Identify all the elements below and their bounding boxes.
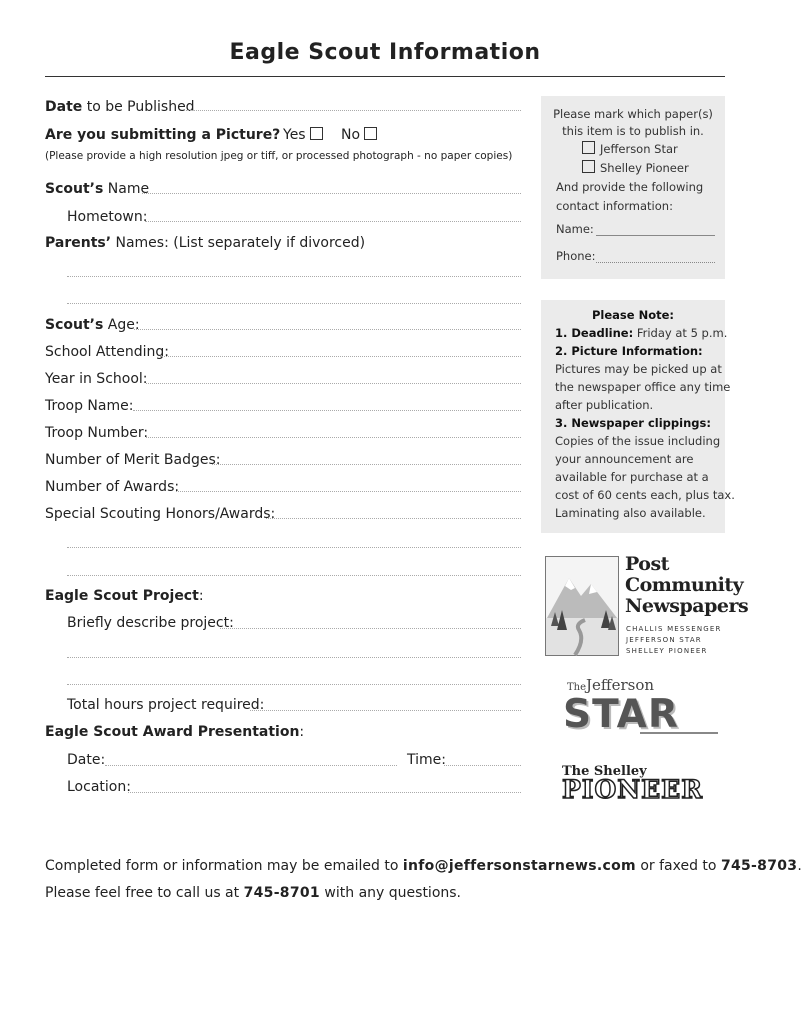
troop-name-field[interactable]: [133, 410, 521, 411]
scout-age-field[interactable]: [134, 329, 521, 330]
merit-label: Number of Merit Badges:: [45, 452, 221, 468]
contact-phone-field[interactable]: [596, 262, 715, 263]
date-published-field[interactable]: [186, 110, 521, 111]
presentation-location-field[interactable]: [128, 792, 521, 793]
note-clippings-5: Laminating also available.: [555, 506, 706, 520]
presentation-time-label: Time:: [407, 752, 446, 768]
date-published-label: Date to be Published: [45, 99, 195, 115]
note-picture-3: after publication.: [555, 398, 654, 412]
special-field-2[interactable]: [67, 547, 521, 548]
jefferson-star-masthead: TheJefferson: [567, 676, 655, 694]
paper-selection-box: [541, 96, 725, 279]
shelley-pioneer-logo: PIONEER: [562, 775, 704, 804]
awards-label: Number of Awards:: [45, 479, 180, 495]
picture-yes-option[interactable]: Yes: [283, 126, 323, 144]
provide-text-1: And provide the following: [556, 180, 704, 194]
note-clippings-1: Copies of the issue including: [555, 434, 721, 448]
scout-age-label: Scout’s Age:: [45, 317, 140, 333]
hours-label: Total hours project required:: [67, 697, 265, 713]
presentation-time-field[interactable]: [444, 765, 521, 766]
note-clippings-4: cost of 60 cents each, plus tax.: [555, 488, 735, 502]
shelley-masthead: The Shelley: [562, 764, 647, 779]
parents-label: Parents’ Names: (List separately if divorced): [45, 235, 366, 251]
presentation-date-label: Date:: [67, 752, 106, 768]
footer-line-2: Please feel free to call us at 745-8701 with any questions.: [45, 885, 462, 901]
describe-label: Briefly describe project:: [67, 615, 234, 631]
post-logo-title: Post Community Newspapers: [625, 553, 749, 617]
mark-text-2: this item is to publish in.: [562, 124, 704, 138]
hours-field[interactable]: [250, 710, 521, 711]
year-field[interactable]: [146, 383, 521, 384]
describe-field-2[interactable]: [67, 657, 521, 658]
no-checkbox[interactable]: [364, 127, 377, 140]
contact-name-label: Name:: [556, 222, 594, 236]
footer-phone[interactable]: 745-8701: [243, 885, 320, 901]
merit-field[interactable]: [212, 464, 521, 465]
note-clippings-heading: 3. Newspaper clippings:: [555, 416, 711, 430]
footer-fax: 745-8703: [720, 858, 798, 874]
note-clippings-2: your announcement are: [555, 452, 694, 466]
contact-name-field[interactable]: [596, 235, 715, 236]
star-swoosh: [640, 732, 718, 734]
scout-name-field[interactable]: [142, 193, 521, 194]
jefferson-star-logo: STAR: [563, 692, 679, 737]
yes-checkbox[interactable]: [310, 127, 323, 140]
parents-field-2[interactable]: [67, 303, 521, 304]
troop-number-field[interactable]: [146, 437, 521, 438]
hometown-label: Hometown:: [67, 209, 148, 225]
project-label: Eagle Scout Project:: [45, 588, 204, 604]
mark-text-1: Please mark which paper(s): [553, 107, 713, 121]
scout-name-label: Scout’s Name: [45, 181, 150, 197]
notes-box: [541, 300, 735, 533]
hometown-field[interactable]: [145, 221, 521, 222]
describe-field-1[interactable]: [220, 628, 521, 629]
school-field[interactable]: [160, 356, 521, 357]
note-picture-heading: 2. Picture Information:: [555, 344, 703, 358]
school-label: School Attending:: [45, 344, 169, 360]
mountain-logo-image: [545, 556, 619, 656]
picture-question: Are you submitting a Picture?: [45, 127, 281, 143]
presentation-date-field[interactable]: [105, 765, 397, 766]
title-rule: [45, 76, 725, 77]
presentation-location-label: Location:: [67, 779, 131, 795]
page-title: Eagle Scout Information: [229, 40, 541, 65]
presentation-label: Eagle Scout Award Presentation:: [45, 724, 305, 740]
year-label: Year in School:: [45, 371, 148, 387]
footer-line-1: Completed form or information may be emailed to info@jeffersonstarnews.com or faxed to 745-8703.: [45, 858, 802, 874]
special-label: Special Scouting Honors/Awards:: [45, 506, 276, 522]
awards-field[interactable]: [176, 491, 521, 492]
describe-field-3[interactable]: [67, 684, 521, 685]
footer-email[interactable]: info@jeffersonstarnews.com: [402, 858, 636, 874]
troop-number-label: Troop Number:: [45, 425, 149, 441]
picture-no-option[interactable]: No: [341, 126, 377, 144]
paper-option-shelley[interactable]: Shelley Pioneer: [582, 159, 689, 178]
special-field-1[interactable]: [266, 518, 521, 519]
notes-heading: Please Note:: [592, 308, 674, 322]
note-deadline: 1. Deadline: Friday at 5 p.m.: [555, 326, 728, 340]
paper-option-jefferson[interactable]: Jefferson Star: [582, 140, 678, 159]
provide-text-2: contact information:: [556, 199, 673, 213]
picture-note: (Please provide a high resolution jpeg or tiff, or processed photograph - no paper copies): [45, 150, 513, 162]
special-field-3[interactable]: [67, 575, 521, 576]
troop-name-label: Troop Name:: [45, 398, 134, 414]
note-picture-1: Pictures may be picked up at: [555, 362, 722, 376]
note-clippings-3: available for purchase at a: [555, 470, 709, 484]
post-logo-publications: CHALLIS MESSENGER JEFFERSON STAR SHELLEY PIONEER: [626, 625, 722, 655]
shelley-checkbox[interactable]: [582, 160, 595, 173]
contact-phone-label: Phone:: [556, 249, 596, 263]
parents-field-1[interactable]: [67, 276, 521, 277]
jefferson-checkbox[interactable]: [582, 141, 595, 154]
note-picture-2: the newspaper office any time: [555, 380, 731, 394]
